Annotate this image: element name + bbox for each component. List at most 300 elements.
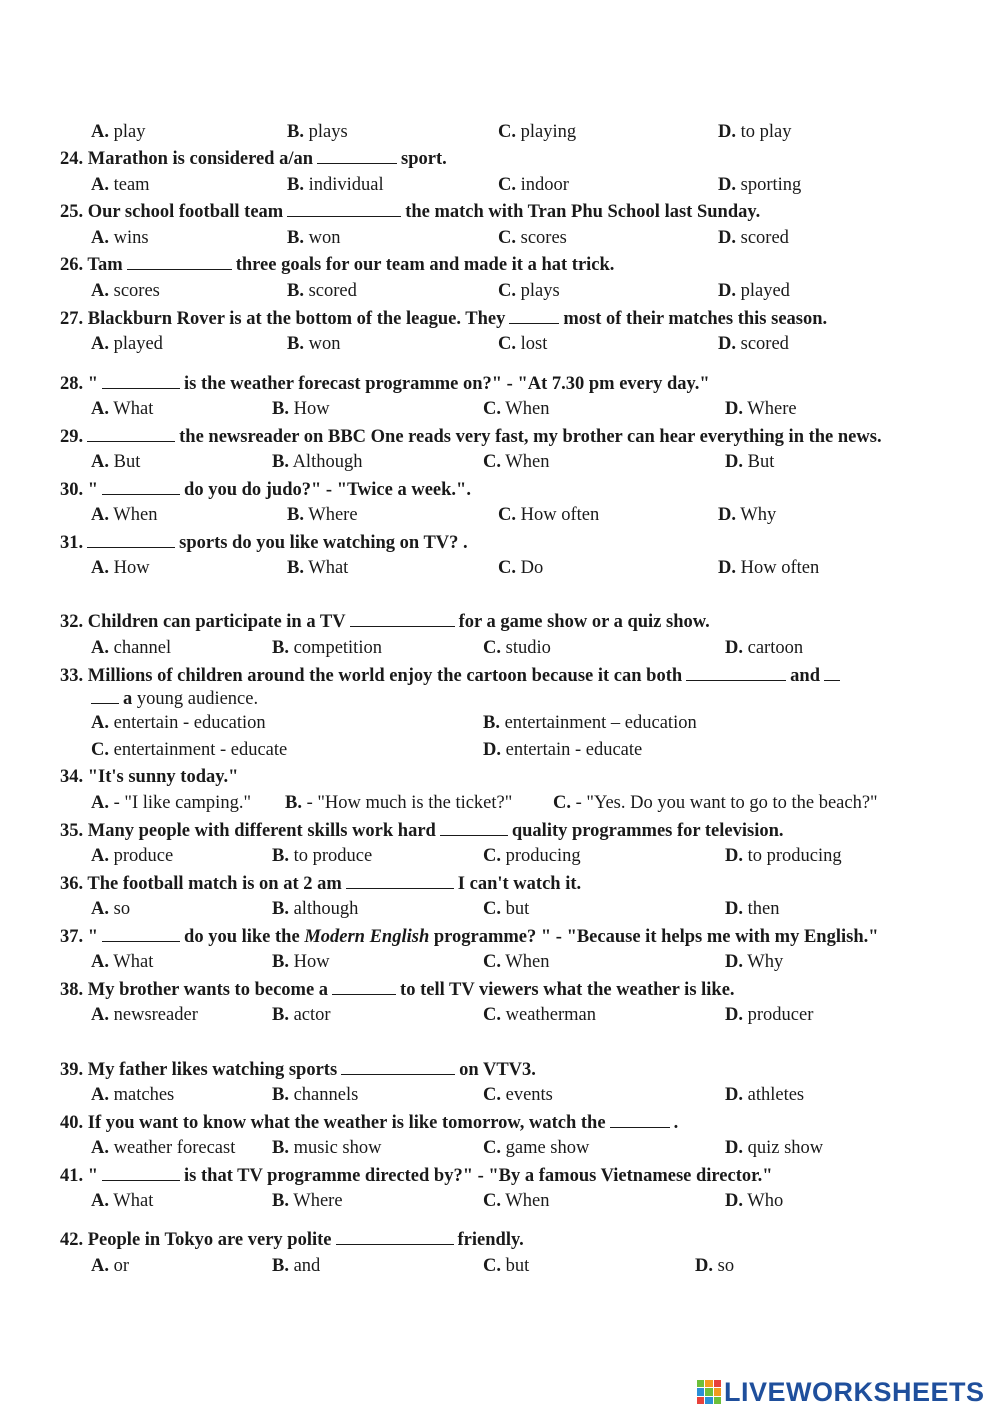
answer-option-d[interactable] bbox=[695, 1255, 734, 1277]
answer-option-b[interactable] bbox=[272, 637, 382, 659]
liveworksheets-logo bbox=[697, 1377, 985, 1407]
answer-option-c[interactable] bbox=[483, 1255, 529, 1277]
answer-option-d[interactable] bbox=[718, 121, 792, 143]
answer-option-d[interactable] bbox=[725, 637, 803, 659]
option-text: How bbox=[288, 952, 330, 972]
question-stem-42 bbox=[60, 1228, 524, 1250]
stem-text: do you like the bbox=[184, 927, 305, 947]
option-text: play bbox=[109, 122, 146, 142]
answer-option-d[interactable] bbox=[725, 398, 797, 420]
option-letter: D. bbox=[718, 228, 736, 248]
stem-text: is that TV programme directed by?" - "By a famous Vietnamese director." bbox=[184, 1166, 773, 1186]
option-letter: D. bbox=[718, 281, 736, 301]
answer-option-d[interactable] bbox=[725, 845, 842, 867]
option-text: How often bbox=[736, 558, 820, 578]
option-text: although bbox=[288, 899, 359, 919]
answer-option-b[interactable] bbox=[272, 1255, 320, 1277]
option-text: scores bbox=[516, 228, 567, 248]
option-text: playing bbox=[516, 122, 577, 142]
option-text: channel bbox=[109, 638, 172, 658]
option-text: played bbox=[736, 281, 790, 301]
answer-option-b[interactable] bbox=[287, 280, 357, 302]
answer-option-c[interactable] bbox=[483, 398, 549, 420]
option-letter: B. bbox=[285, 793, 302, 813]
answer-blank[interactable] bbox=[336, 1228, 454, 1245]
option-letter: A. bbox=[91, 334, 109, 354]
answer-option-b[interactable] bbox=[272, 451, 362, 473]
option-letter: D. bbox=[718, 558, 736, 578]
answer-option-b[interactable] bbox=[287, 227, 340, 249]
answer-option-b[interactable] bbox=[272, 398, 330, 420]
option-text: scored bbox=[736, 334, 789, 354]
answer-option-c[interactable] bbox=[498, 121, 576, 143]
option-text: producing bbox=[501, 846, 581, 866]
option-letter: D. bbox=[725, 452, 743, 472]
stem-text: 37. " bbox=[60, 927, 99, 947]
option-letter: A. bbox=[91, 452, 109, 472]
answer-option-b[interactable] bbox=[272, 1084, 358, 1106]
option-text: and bbox=[288, 1256, 321, 1276]
option-text: - "I like camping." bbox=[109, 793, 251, 813]
option-text: plays bbox=[303, 122, 348, 142]
option-letter: C. bbox=[483, 1191, 501, 1211]
answer-option-a[interactable] bbox=[91, 280, 160, 302]
option-letter: D. bbox=[483, 740, 501, 760]
option-text: When bbox=[501, 952, 550, 972]
answer-option-d[interactable] bbox=[725, 1190, 783, 1212]
stem-text: programme? " - "Because it helps me with my English." bbox=[429, 927, 879, 947]
answer-option-b[interactable] bbox=[287, 121, 348, 143]
stem-text: is the weather forecast programme on?" - "At 7.30 pm every day." bbox=[184, 374, 710, 394]
answer-option-d[interactable] bbox=[718, 333, 789, 355]
stem-text: the newsreader on BBC One reads very fast, my brother can hear everything in the news. bbox=[179, 427, 882, 447]
option-text: matches bbox=[109, 1085, 175, 1105]
answer-blank[interactable] bbox=[350, 610, 455, 627]
stem-text: the match with Tran Phu School last Sunday. bbox=[405, 202, 761, 222]
answer-option-a[interactable] bbox=[91, 121, 145, 143]
answer-option-a[interactable] bbox=[91, 712, 266, 734]
answer-option-d[interactable] bbox=[725, 898, 779, 920]
option-text: - "How much is the ticket?" bbox=[301, 793, 513, 813]
answer-option-b[interactable] bbox=[272, 1004, 331, 1026]
answer-option-d[interactable] bbox=[718, 174, 801, 196]
answer-option-c[interactable] bbox=[498, 174, 569, 196]
answer-option-a[interactable] bbox=[91, 792, 251, 814]
option-letter: D. bbox=[718, 505, 736, 525]
option-letter: C. bbox=[483, 1005, 501, 1025]
question-stem-24 bbox=[60, 147, 447, 169]
option-text: Why bbox=[736, 505, 777, 525]
answer-blank[interactable] bbox=[127, 253, 232, 270]
answer-option-a[interactable] bbox=[91, 1004, 198, 1026]
option-letter: C. bbox=[498, 505, 516, 525]
answer-option-c[interactable] bbox=[483, 951, 549, 973]
stem-text: most of their matches this season. bbox=[563, 309, 828, 329]
option-text: wins bbox=[109, 228, 149, 248]
question-stem-30 bbox=[60, 478, 471, 500]
answer-option-a[interactable] bbox=[91, 1137, 235, 1159]
option-letter: B. bbox=[287, 228, 304, 248]
stem-text: 29. bbox=[60, 427, 84, 447]
option-letter: C. bbox=[483, 952, 501, 972]
answer-option-c[interactable] bbox=[483, 451, 549, 473]
option-text: When bbox=[501, 1191, 550, 1211]
stem-text: 31. bbox=[60, 533, 84, 553]
stem-text: do you do judo?" - "Twice a week.". bbox=[184, 480, 471, 500]
question-stem-35 bbox=[60, 819, 784, 841]
answer-option-a[interactable] bbox=[91, 845, 173, 867]
stem-text: I can't watch it. bbox=[457, 874, 582, 894]
answer-option-d[interactable] bbox=[725, 1137, 823, 1159]
answer-option-c[interactable] bbox=[91, 739, 287, 761]
option-text: scores bbox=[109, 281, 160, 301]
answer-option-d[interactable] bbox=[718, 280, 790, 302]
option-text: What bbox=[109, 952, 154, 972]
option-letter: B. bbox=[272, 1138, 289, 1158]
option-letter: C. bbox=[483, 399, 501, 419]
option-text: entertain - education bbox=[109, 713, 266, 733]
option-letter: A. bbox=[91, 638, 109, 658]
question-stem-29 bbox=[60, 425, 882, 447]
option-letter: A. bbox=[91, 1085, 109, 1105]
option-letter: D. bbox=[718, 175, 736, 195]
option-text: music show bbox=[288, 1138, 382, 1158]
option-text: athletes bbox=[743, 1085, 805, 1105]
option-text: lost bbox=[516, 334, 548, 354]
answer-option-c[interactable] bbox=[498, 557, 543, 579]
question-stem-28 bbox=[60, 372, 710, 394]
question-stem-26 bbox=[60, 253, 614, 275]
option-letter: C. bbox=[498, 281, 516, 301]
option-text: so bbox=[713, 1256, 735, 1276]
option-text: Where bbox=[743, 399, 797, 419]
answer-option-c[interactable] bbox=[483, 1137, 589, 1159]
option-text: individual bbox=[303, 175, 384, 195]
answer-option-a[interactable] bbox=[91, 637, 171, 659]
answer-blank[interactable] bbox=[91, 687, 119, 704]
answer-option-a[interactable] bbox=[91, 174, 150, 196]
option-text: to play bbox=[736, 122, 792, 142]
answer-option-d[interactable] bbox=[725, 1004, 813, 1026]
stem-text: 27. Blackburn Rover is at the bottom of the league. They bbox=[60, 309, 506, 329]
answer-blank[interactable] bbox=[346, 872, 454, 889]
answer-option-b[interactable] bbox=[287, 174, 384, 196]
option-text: so bbox=[109, 899, 131, 919]
question-stem-32 bbox=[60, 610, 710, 632]
question-stem-25 bbox=[60, 200, 760, 222]
option-letter: D. bbox=[725, 399, 743, 419]
option-text: actor bbox=[288, 1005, 331, 1025]
answer-option-b[interactable] bbox=[287, 333, 340, 355]
answer-option-b[interactable] bbox=[483, 712, 697, 734]
answer-option-b[interactable] bbox=[285, 792, 512, 814]
option-letter: A. bbox=[91, 399, 109, 419]
answer-option-d[interactable] bbox=[725, 451, 774, 473]
option-letter: A. bbox=[91, 899, 109, 919]
option-text: Although bbox=[288, 452, 363, 472]
stem-text: 39. My father likes watching sports bbox=[60, 1060, 338, 1080]
answer-blank[interactable] bbox=[87, 425, 175, 442]
answer-blank[interactable] bbox=[686, 664, 786, 681]
answer-option-d[interactable] bbox=[483, 739, 642, 761]
option-letter: C. bbox=[553, 793, 571, 813]
option-text: studio bbox=[501, 638, 551, 658]
answer-option-c[interactable] bbox=[483, 898, 529, 920]
stem-text: . bbox=[673, 1113, 679, 1133]
stem-text: 36. The football match is on at 2 am bbox=[60, 874, 342, 894]
option-letter: D. bbox=[725, 846, 743, 866]
option-letter: B. bbox=[272, 846, 289, 866]
option-letter: B. bbox=[272, 1005, 289, 1025]
option-letter: D. bbox=[718, 122, 736, 142]
option-letter: D. bbox=[718, 334, 736, 354]
stem-text: 33. Millions of children around the world enjoy the cartoon because it can both bbox=[60, 666, 683, 686]
option-letter: C. bbox=[498, 122, 516, 142]
answer-option-c[interactable] bbox=[498, 504, 599, 526]
question-stem-40 bbox=[60, 1111, 678, 1133]
option-text: competition bbox=[288, 638, 382, 658]
option-text: But bbox=[743, 452, 775, 472]
option-text: to producing bbox=[743, 846, 842, 866]
question-stem-39 bbox=[60, 1058, 536, 1080]
question-stem-31 bbox=[60, 531, 468, 553]
option-text: Where bbox=[303, 505, 358, 525]
answer-option-b[interactable] bbox=[272, 898, 358, 920]
option-text: game show bbox=[501, 1138, 590, 1158]
option-letter: A. bbox=[91, 558, 109, 578]
option-letter: D. bbox=[725, 1005, 743, 1025]
stem-text: 28. " bbox=[60, 374, 99, 394]
option-text: but bbox=[501, 899, 530, 919]
stem-text: 41. " bbox=[60, 1166, 99, 1186]
option-text: How often bbox=[516, 505, 600, 525]
option-letter: A. bbox=[91, 1005, 109, 1025]
option-letter: A. bbox=[91, 228, 109, 248]
option-letter: C. bbox=[483, 452, 501, 472]
stem-text: a bbox=[123, 689, 133, 709]
option-letter: A. bbox=[91, 281, 109, 301]
question-stem-36 bbox=[60, 872, 581, 894]
option-text: How bbox=[109, 558, 150, 578]
option-letter: D. bbox=[725, 1191, 743, 1211]
question-stem-33 bbox=[60, 664, 844, 686]
answer-blank[interactable] bbox=[102, 372, 180, 389]
stem-text: 30. " bbox=[60, 480, 99, 500]
answer-option-a[interactable] bbox=[91, 1255, 129, 1277]
stem-text: 38. My brother wants to become a bbox=[60, 980, 329, 1000]
question-stem-38 bbox=[60, 978, 735, 1000]
option-text: What bbox=[109, 399, 154, 419]
option-letter: C. bbox=[498, 334, 516, 354]
answer-blank[interactable] bbox=[341, 1058, 455, 1075]
option-text: When bbox=[501, 399, 550, 419]
question-stem-41 bbox=[60, 1164, 773, 1186]
option-text: Where bbox=[288, 1191, 343, 1211]
answer-option-c[interactable] bbox=[483, 1190, 549, 1212]
option-text: team bbox=[109, 175, 150, 195]
answer-blank[interactable] bbox=[610, 1111, 670, 1128]
answer-option-c[interactable] bbox=[483, 1004, 596, 1026]
answer-option-b[interactable] bbox=[272, 845, 372, 867]
answer-blank[interactable] bbox=[509, 307, 559, 324]
stem-text: on VTV3. bbox=[459, 1060, 536, 1080]
answer-option-c[interactable] bbox=[483, 637, 551, 659]
option-letter: C. bbox=[483, 899, 501, 919]
stem-text: 32. Children can participate in a TV bbox=[60, 612, 346, 632]
stem-text: 42. People in Tokyo are very polite bbox=[60, 1230, 332, 1250]
option-text: Who bbox=[743, 1191, 784, 1211]
option-text: weather forecast bbox=[109, 1138, 236, 1158]
option-text: indoor bbox=[516, 175, 569, 195]
option-text: scored bbox=[736, 228, 789, 248]
option-letter: B. bbox=[287, 122, 304, 142]
answer-blank[interactable] bbox=[102, 925, 180, 942]
answer-option-c[interactable] bbox=[483, 1084, 553, 1106]
answer-blank[interactable] bbox=[102, 478, 180, 495]
stem-text: three goals for our team and made it a hat trick. bbox=[235, 255, 615, 275]
option-letter: B. bbox=[272, 638, 289, 658]
answer-option-a[interactable] bbox=[91, 898, 130, 920]
question-stem-37 bbox=[60, 925, 879, 947]
answer-option-a[interactable] bbox=[91, 1084, 174, 1106]
answer-option-a[interactable] bbox=[91, 227, 149, 249]
option-text: quiz show bbox=[743, 1138, 824, 1158]
answer-option-b[interactable] bbox=[287, 557, 348, 579]
answer-option-a[interactable] bbox=[91, 557, 150, 579]
option-letter: A. bbox=[91, 793, 109, 813]
programme-title: Modern English bbox=[304, 927, 430, 947]
option-text: scored bbox=[303, 281, 357, 301]
option-letter: B. bbox=[272, 399, 289, 419]
question-stem-33-line2 bbox=[91, 687, 258, 709]
option-letter: A. bbox=[91, 1138, 109, 1158]
option-letter: C. bbox=[498, 558, 516, 578]
option-text: channels bbox=[288, 1085, 359, 1105]
option-letter: D. bbox=[725, 1138, 743, 1158]
answer-option-c[interactable] bbox=[498, 333, 547, 355]
logo-text: LIVEWORKSHEETS bbox=[724, 1376, 985, 1407]
answer-option-a[interactable] bbox=[91, 504, 157, 526]
option-letter: C. bbox=[483, 1138, 501, 1158]
stem-text: sport. bbox=[401, 149, 447, 169]
answer-option-b[interactable] bbox=[272, 1190, 343, 1212]
option-letter: A. bbox=[91, 1191, 109, 1211]
option-text: produce bbox=[109, 846, 174, 866]
option-text: to produce bbox=[288, 846, 373, 866]
answer-option-d[interactable] bbox=[718, 227, 789, 249]
option-text: But bbox=[109, 452, 141, 472]
option-letter: B. bbox=[272, 1191, 289, 1211]
answer-option-b[interactable] bbox=[287, 504, 358, 526]
answer-blank[interactable] bbox=[440, 819, 508, 836]
answer-option-c[interactable] bbox=[483, 845, 581, 867]
answer-option-d[interactable] bbox=[725, 1084, 804, 1106]
option-letter: A. bbox=[91, 122, 109, 142]
option-letter: A. bbox=[91, 175, 109, 195]
option-text: played bbox=[109, 334, 163, 354]
answer-blank[interactable] bbox=[287, 200, 401, 217]
option-letter: B. bbox=[272, 1256, 289, 1276]
stem-text: and bbox=[790, 666, 820, 686]
stem-text: 24. Marathon is considered a/an bbox=[60, 149, 314, 169]
stem-text: 35. Many people with different skills work hard bbox=[60, 821, 436, 841]
option-letter: B. bbox=[287, 175, 304, 195]
logo-grid-icon bbox=[697, 1380, 721, 1404]
option-letter: A. bbox=[91, 1256, 109, 1276]
option-letter: D. bbox=[725, 899, 743, 919]
answer-option-d[interactable] bbox=[725, 951, 783, 973]
stem-text: young audience. bbox=[132, 689, 259, 709]
option-letter: C. bbox=[91, 740, 109, 760]
option-letter: D. bbox=[725, 638, 743, 658]
option-letter: B. bbox=[272, 952, 289, 972]
option-letter: B. bbox=[287, 505, 304, 525]
stem-text: to tell TV viewers what the weather is like. bbox=[400, 980, 735, 1000]
answer-option-c[interactable] bbox=[498, 227, 567, 249]
option-text: or bbox=[109, 1256, 130, 1276]
answer-option-c[interactable] bbox=[498, 280, 560, 302]
answer-option-a[interactable] bbox=[91, 1190, 153, 1212]
option-text: When bbox=[501, 452, 550, 472]
stem-text: 25. Our school football team bbox=[60, 202, 284, 222]
answer-option-a[interactable] bbox=[91, 951, 153, 973]
option-text: cartoon bbox=[743, 638, 804, 658]
option-text: weatherman bbox=[501, 1005, 597, 1025]
option-letter: C. bbox=[483, 1085, 501, 1105]
option-text: then bbox=[743, 899, 780, 919]
option-text: entertainment - educate bbox=[109, 740, 288, 760]
option-text: sporting bbox=[736, 175, 802, 195]
option-letter: B. bbox=[287, 281, 304, 301]
option-text: newsreader bbox=[109, 1005, 198, 1025]
option-text: events bbox=[501, 1085, 553, 1105]
option-letter: A. bbox=[91, 846, 109, 866]
option-text: What bbox=[303, 558, 349, 578]
answer-option-a[interactable] bbox=[91, 398, 153, 420]
option-letter: B. bbox=[287, 334, 304, 354]
option-text: producer bbox=[743, 1005, 814, 1025]
answer-blank[interactable] bbox=[317, 147, 397, 164]
answer-option-c[interactable] bbox=[553, 792, 878, 814]
stem-text: quality programmes for television. bbox=[511, 821, 784, 841]
answer-option-d[interactable] bbox=[718, 557, 819, 579]
option-letter: C. bbox=[498, 175, 516, 195]
stem-text: friendly. bbox=[457, 1230, 524, 1250]
stem-text: 26. Tam bbox=[60, 255, 123, 275]
option-letter: B. bbox=[287, 558, 304, 578]
answer-option-b[interactable] bbox=[272, 1137, 381, 1159]
answer-blank[interactable] bbox=[102, 1164, 180, 1181]
answer-blank[interactable] bbox=[87, 531, 175, 548]
answer-option-a[interactable] bbox=[91, 451, 140, 473]
option-letter: A. bbox=[91, 713, 109, 733]
question-stem-27 bbox=[60, 307, 827, 329]
stem-text: 40. If you want to know what the weather is like tomorrow, watch the bbox=[60, 1113, 606, 1133]
answer-option-b[interactable] bbox=[272, 951, 330, 973]
option-letter: A. bbox=[91, 952, 109, 972]
answer-blank[interactable] bbox=[332, 978, 396, 995]
question-stem-34: 34. "It's sunny today." bbox=[60, 767, 239, 787]
option-text: won bbox=[303, 334, 341, 354]
option-text: entertain - educate bbox=[501, 740, 643, 760]
option-text: What bbox=[109, 1191, 154, 1211]
answer-option-a[interactable] bbox=[91, 333, 163, 355]
answer-blank[interactable] bbox=[824, 664, 840, 681]
option-letter: B. bbox=[272, 1085, 289, 1105]
answer-option-d[interactable] bbox=[718, 504, 776, 526]
option-text: When bbox=[109, 505, 158, 525]
option-letter: A. bbox=[91, 505, 109, 525]
